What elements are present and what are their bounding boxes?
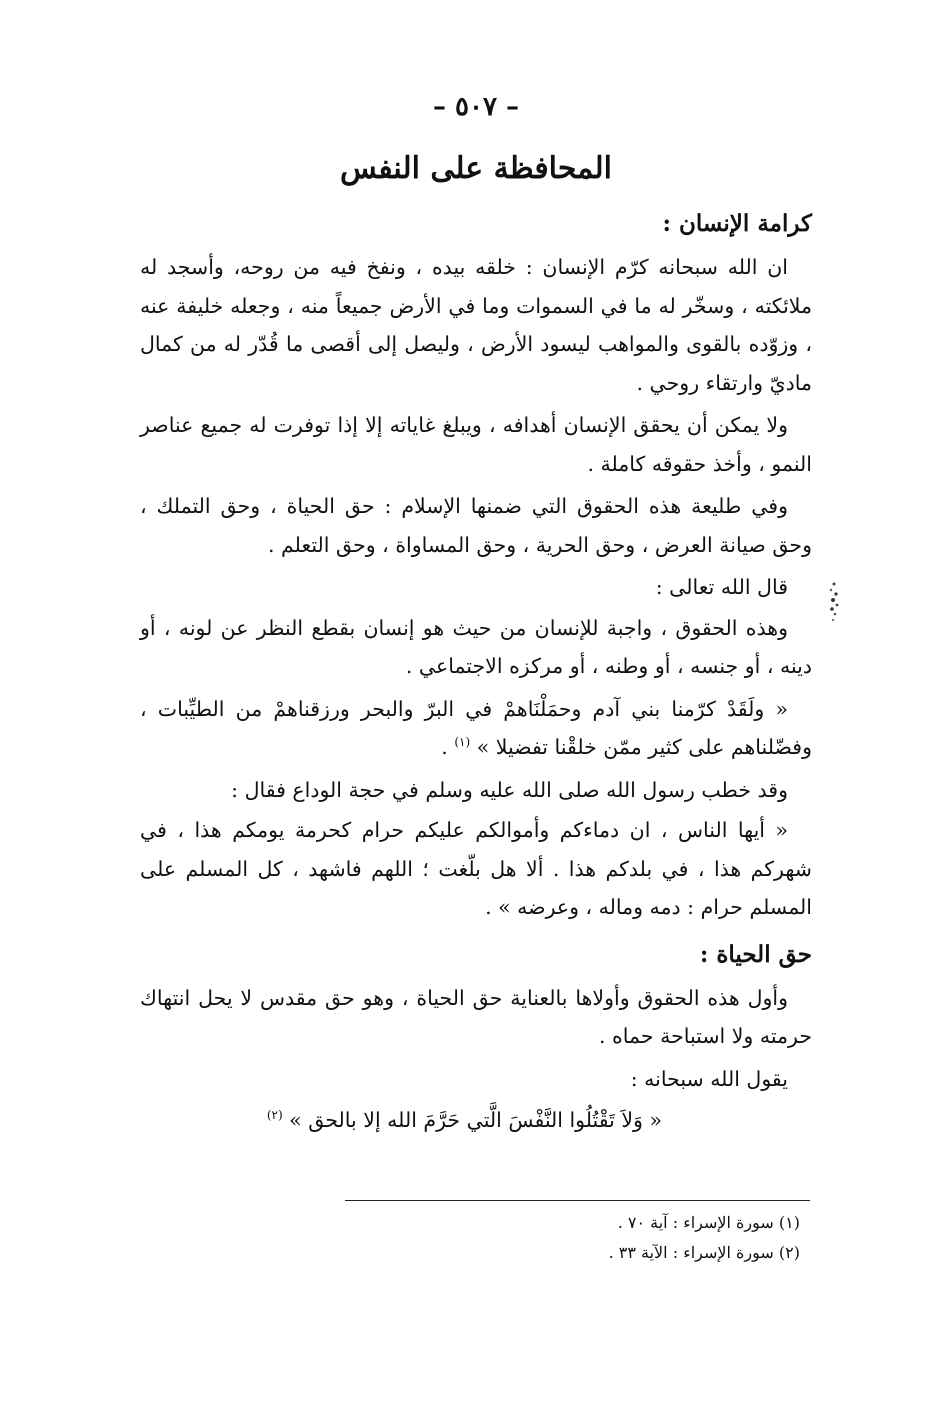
page-number: – ٥٠٧ –: [432, 92, 520, 122]
verse-text: « وَلاَ تَقْتُلُوا النَّفْسَ الَّتي حَرَّمَ الله إلا بالحق »: [289, 1108, 662, 1132]
paragraph: وفي طليعة هذه الحقوق التي ضمنها الإسلام : حق الحياة ، وحق التملك ، وحق صيانة العرض ، وحق الحرية ، وحق المساواة ، وحق التعلم .: [140, 494, 812, 557]
paragraph: ولا يمكن أن يحقق الإنسان أهدافه ، ويبلغ غاياته إلا إذا توفرت له جميع عناصر النمو ، وأخذ حقوقه كاملة .: [140, 413, 812, 476]
footnotes: [345, 1208, 800, 1268]
section-title-human-dignity: كرامة الإنسان :: [662, 210, 812, 237]
quote-end: .: [441, 735, 455, 759]
section-title-right-to-life: حق الحياة :: [699, 940, 812, 968]
chapter-title: المحافظة على النفس: [339, 151, 613, 186]
paragraph: وهذه الحقوق ، واجبة للإنسان من حيث هو إنسان بقطع النظر عن لونه ، أو دينه ، أو جنسه ، أو وطنه ، أو مركزه الاجتماعي .: [140, 615, 812, 678]
footnote-2: (٢) سورة الإسراء : الآية ٣٣ .: [608, 1243, 800, 1262]
footnote-divider: [345, 1200, 810, 1201]
khutba-intro: وقد خطب رسول الله صلى الله عليه وسلم في حجة الوداع فقال :: [231, 777, 788, 802]
footnote-1: (١) سورة الإسراء : آية ٧٠ .: [617, 1213, 800, 1232]
paragraph: وأول هذه الحقوق وأولاها بالعناية حق الحياة ، وهو حق مقدس لا يحل انتهاك حرمته ولا استباحة حماه .: [140, 985, 812, 1048]
footnote-ref-2: (٢): [266, 1108, 283, 1123]
quran-quote: [140, 690, 812, 767]
intro-line: يقول الله سبحانه :: [630, 1066, 788, 1091]
quran-verse: [140, 1100, 812, 1140]
footnote-ref-1: (١): [454, 735, 471, 750]
hadith-quote: « أيها الناس ، ان دماءكم وأموالكم عليكم حرام كحرمة يومكم هذا ، في شهركم هذا ، في بلدكم هذا . ألا هل بلّغت ؛ اللهم فاشهد ، كل المسلم على المسلم حرام : دمه وماله ، وعرضه » .: [140, 818, 812, 919]
page-body: [140, 90, 812, 1140]
paragraph: ان الله سبحانه كرّم الإنسان : خلقه بيده ، ونفخ فيه من روحه، وأسجد له ملائكته ، وسخّر له ما في السموات وما في الأرض جميعاً منه ، وجعله خليفة عنه ، وزوّده بالقوى والمواهب ليسود الأرض ، وليصل إلى أقصى ما قُدّر له من كمال ماديّ وارتقاء روحي .: [140, 255, 812, 395]
margin-ink-mark-icon: [826, 578, 842, 626]
quote-text: « ولَقَدْ كرّمنا بني آدم وحمَلْنَاهمْ في البرّ والبحر ورزقناهمْ من الطيِّبات ، وفضّلناهم على كثير ممّن خلقْنا تفضيلا »: [140, 696, 812, 759]
qal-line: قال الله تعالى :: [655, 575, 788, 599]
